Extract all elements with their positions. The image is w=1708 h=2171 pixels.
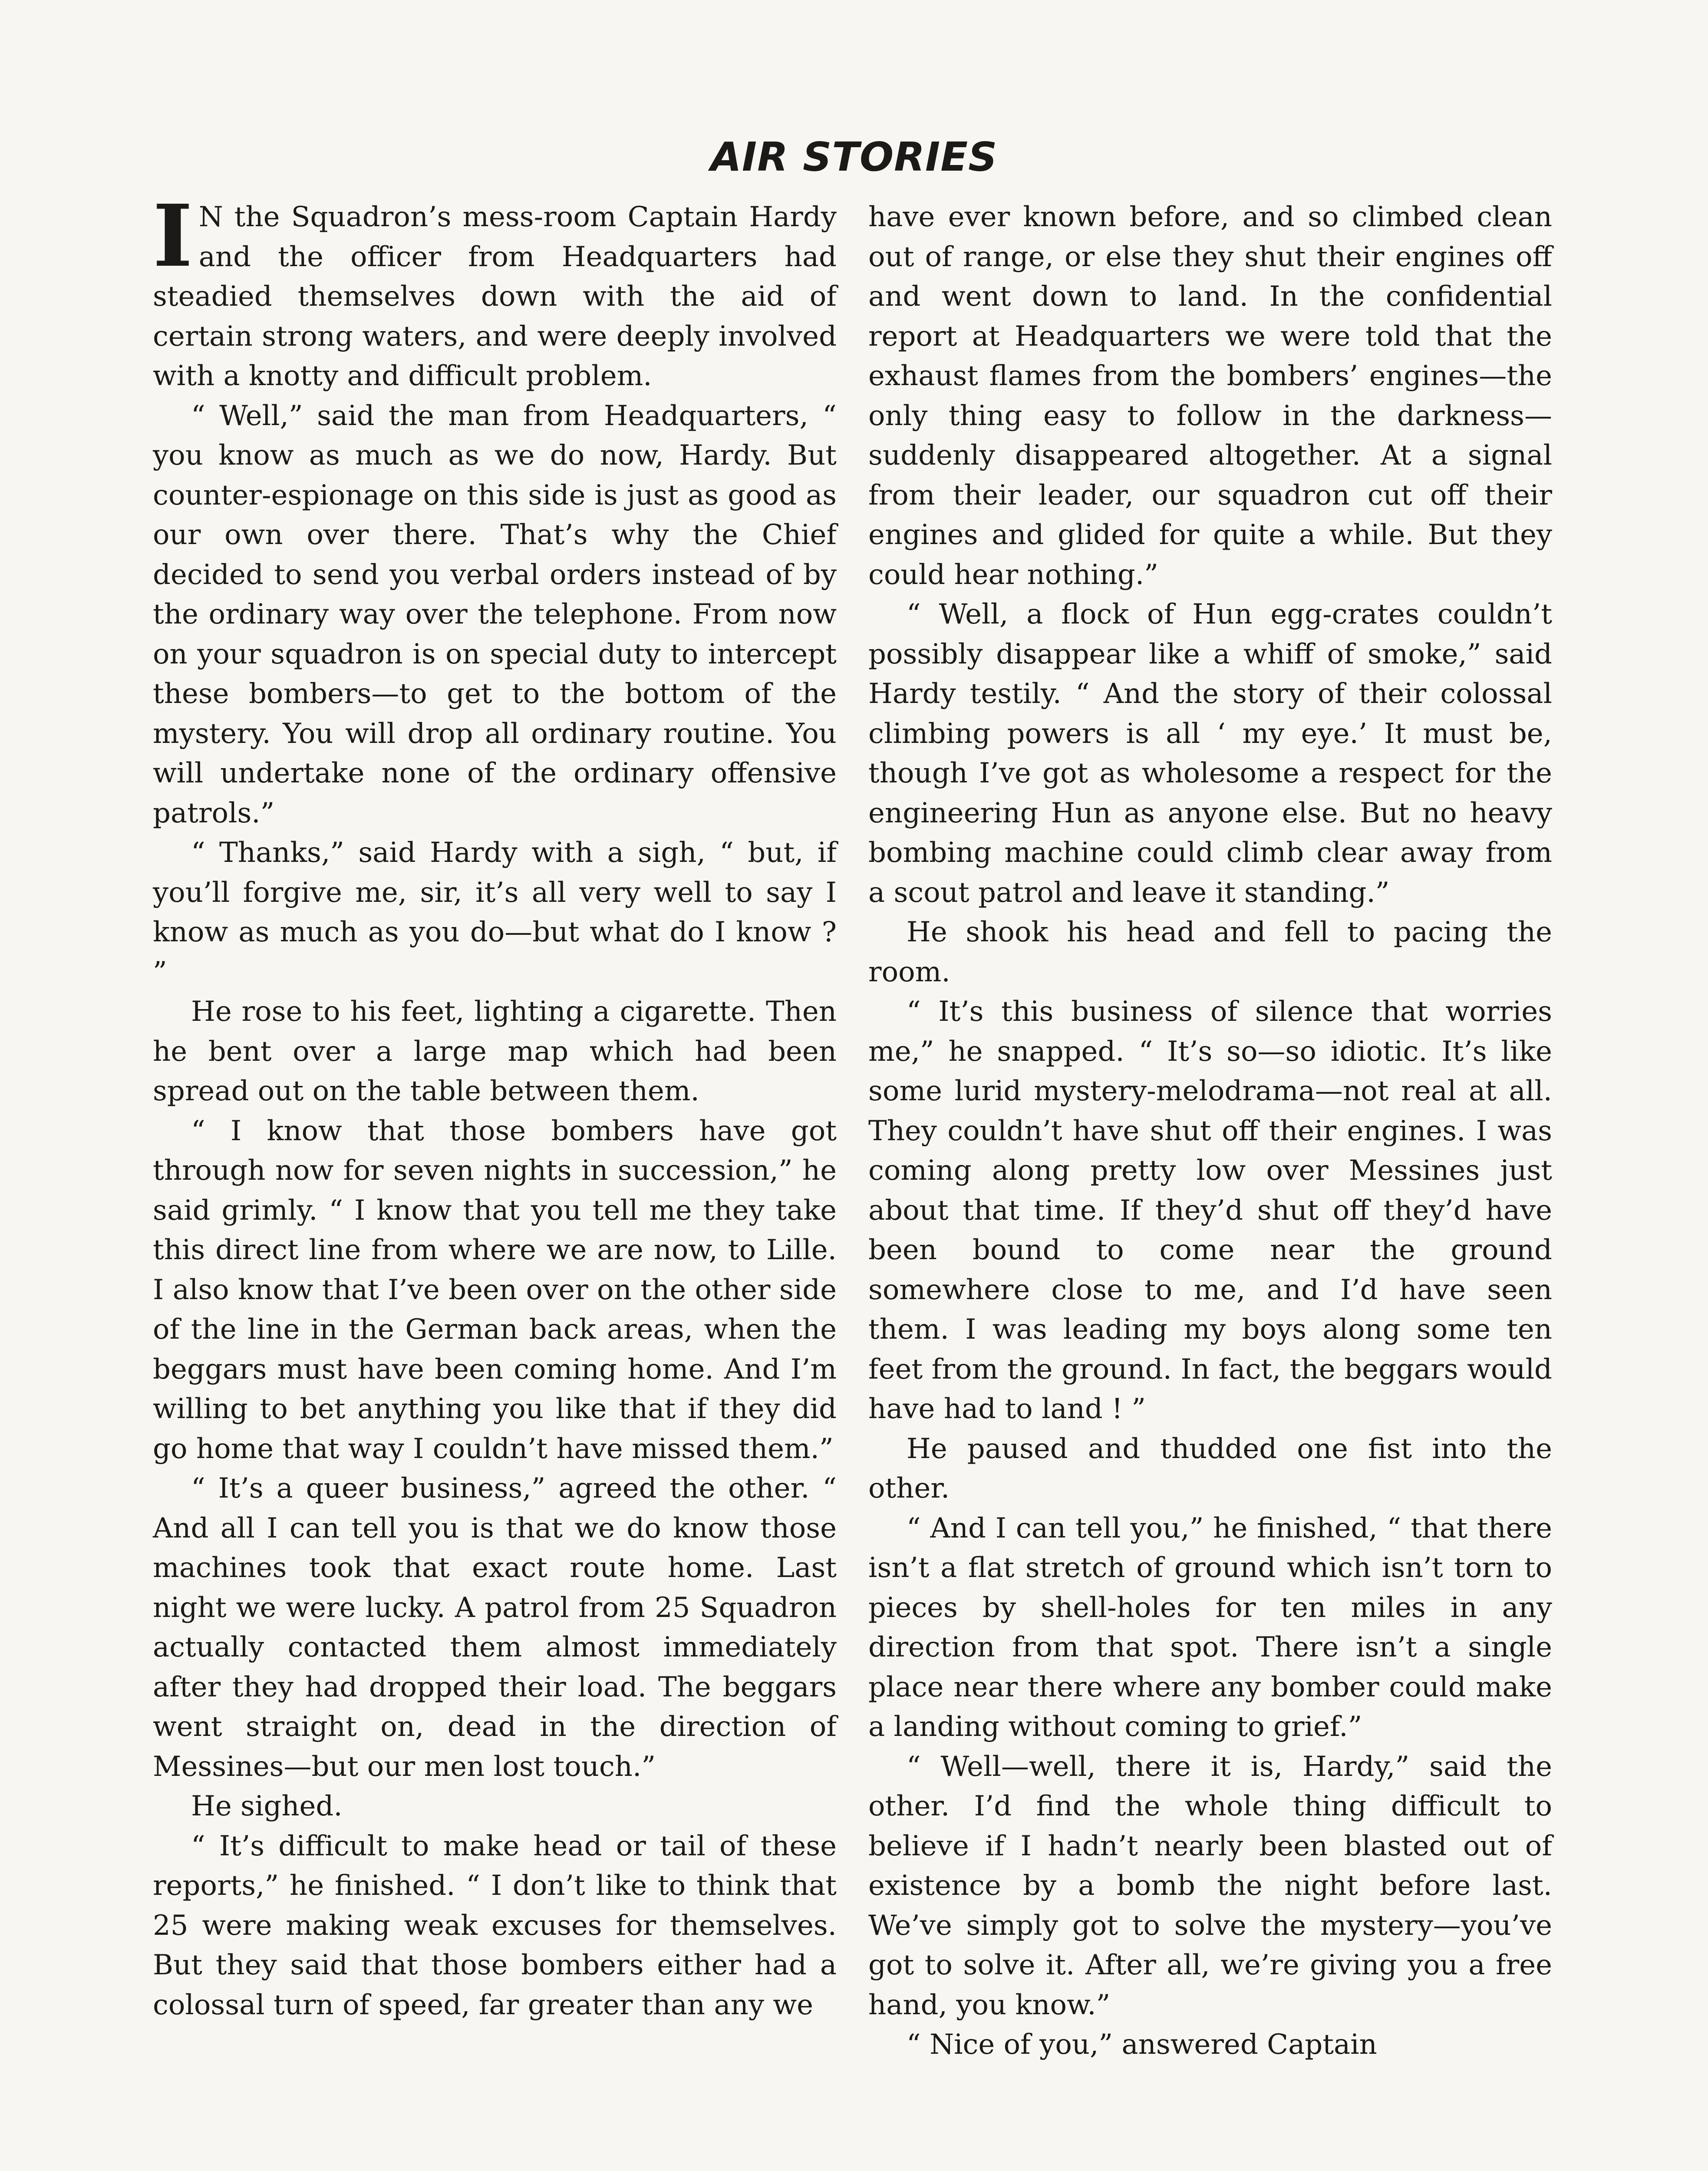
paragraph: “ Well,” said the man from Headquarters, “ you know as much as we do now, Hardy. But counter-espionage on this side is just as good as our own over there. That’s why the Chief decided to send you verbal orders instead of by the ordinary way over the telephone. From now on your squadron is on special duty to intercept these bombers—to get to the bottom of the mystery. You will drop all ordinary routine. You will undertake none of the ordinary offensive patrols.” bbox=[153, 399, 837, 829]
paragraph: He paused and thudded one fist into the other. bbox=[868, 1432, 1552, 1505]
paragraph: He shook his head and fell to pacing the room. bbox=[868, 916, 1552, 988]
left-column bbox=[153, 186, 837, 2025]
running-header: AIR STORIES bbox=[710, 134, 998, 180]
paragraph: “ It’s difficult to make head or tail of these reports,” he finished. “ I don’t like to think that 25 were making weak excuses for themselves. But they said that those bombers either had a colossal turn of speed, far greater than any we bbox=[153, 1830, 837, 2021]
right-column bbox=[868, 198, 1552, 2065]
paragraph-text: N the Squadron’s mess-room Captain Hardy and the officer from Headquarters had steadied themselves down with the aid of certain strong waters, and were deeply involved with a knotty and difficult problem. bbox=[153, 201, 837, 392]
paragraph: “ It’s a queer business,” agreed the other. “ And all I can tell you is that we do know those machines took that exact route home. Last night we were lucky. A patrol from 25 Squadron actually contacted them almost immediately after they had dropped their load. The beggars went straight on, dead in the direction of Messines—but our men lost touch.” bbox=[153, 1472, 837, 1783]
paragraph: “ Well, a flock of Hun egg-crates couldn’t possibly disappear like a whiff of smoke,” said Hardy testily. “ And the story of their colossal climbing powers is all ‘ my eye.’ It must be, though I’ve got as wholesome a respect for the engineering Hun as anyone else. But no heavy bombing machine could climb clear away from a scout patrol and leave it standing.” bbox=[868, 598, 1552, 909]
paragraph: have ever known before, and so climbed clean out of range, or else they shut their engines off and went down to land. In the confidential report at Headquarters we were told that the exhaust flames from the bombers’ engines—the only thing easy to follow in the darkness—suddenly disappeared altogether. At a signal from their leader, our squadron cut off their engines and glided for quite a while. But they could hear nothing.” bbox=[868, 201, 1552, 591]
paragraph: “ Nice of you,” answered Captain bbox=[907, 2029, 1377, 2061]
paragraph: “ And I can tell you,” he finished, “ that there isn’t a flat stretch of ground which isn’t torn to pieces by shell-holes for ten miles in any direction from that spot. There isn’t a single place near there where any bomber could make a landing without coming to grief.” bbox=[868, 1512, 1552, 1743]
paragraph: He rose to his feet, lighting a cigarette. Then he bent over a large map which had been spread out on the table between them. bbox=[153, 996, 837, 1107]
paragraph: “ I know that those bombers have got through now for seven nights in succession,” he said grimly. “ I know that you tell me they take this direct line from where we are now, to Lille. I also know that I’ve been over on the other side of the line in the German back areas, when the beggars must have been coming home. And I’m willing to bet anything you like that if they did go home that way I couldn’t have missed them.” bbox=[153, 1115, 837, 1465]
paragraph: “ Well—well, there it is, Hardy,” said the other. I’d find the whole thing difficult to believe if I hadn’t nearly been blasted out of existence by a bomb the night before last. We’ve simply got to solve the mystery—you’ve got to solve it. After all, we’re giving you a free hand, you know.” bbox=[868, 1750, 1552, 2021]
paragraph: “ Thanks,” said Hardy with a sigh, “ but, if you’ll forgive me, sir, it’s all very well to say I know as much as you do—but what do I know ? ” bbox=[153, 837, 837, 988]
drop-cap: I bbox=[153, 186, 193, 286]
paragraph: He sighed. bbox=[191, 1790, 343, 1822]
paragraph: “ It’s this business of silence that worries me,” he snapped. “ It’s so—so idiotic. It’s like some lurid mystery-melodrama—not real at all. They couldn’t have shut off their engines. I was coming along pretty low over Messines just about that time. If they’d shut off they’d have been bound to come near the ground somewhere close to me, and I’d have seen them. I was leading my boys along some ten feet from the ground. In fact, the beggars would have had to land ! ” bbox=[868, 996, 1552, 1425]
paragraph bbox=[153, 186, 837, 396]
